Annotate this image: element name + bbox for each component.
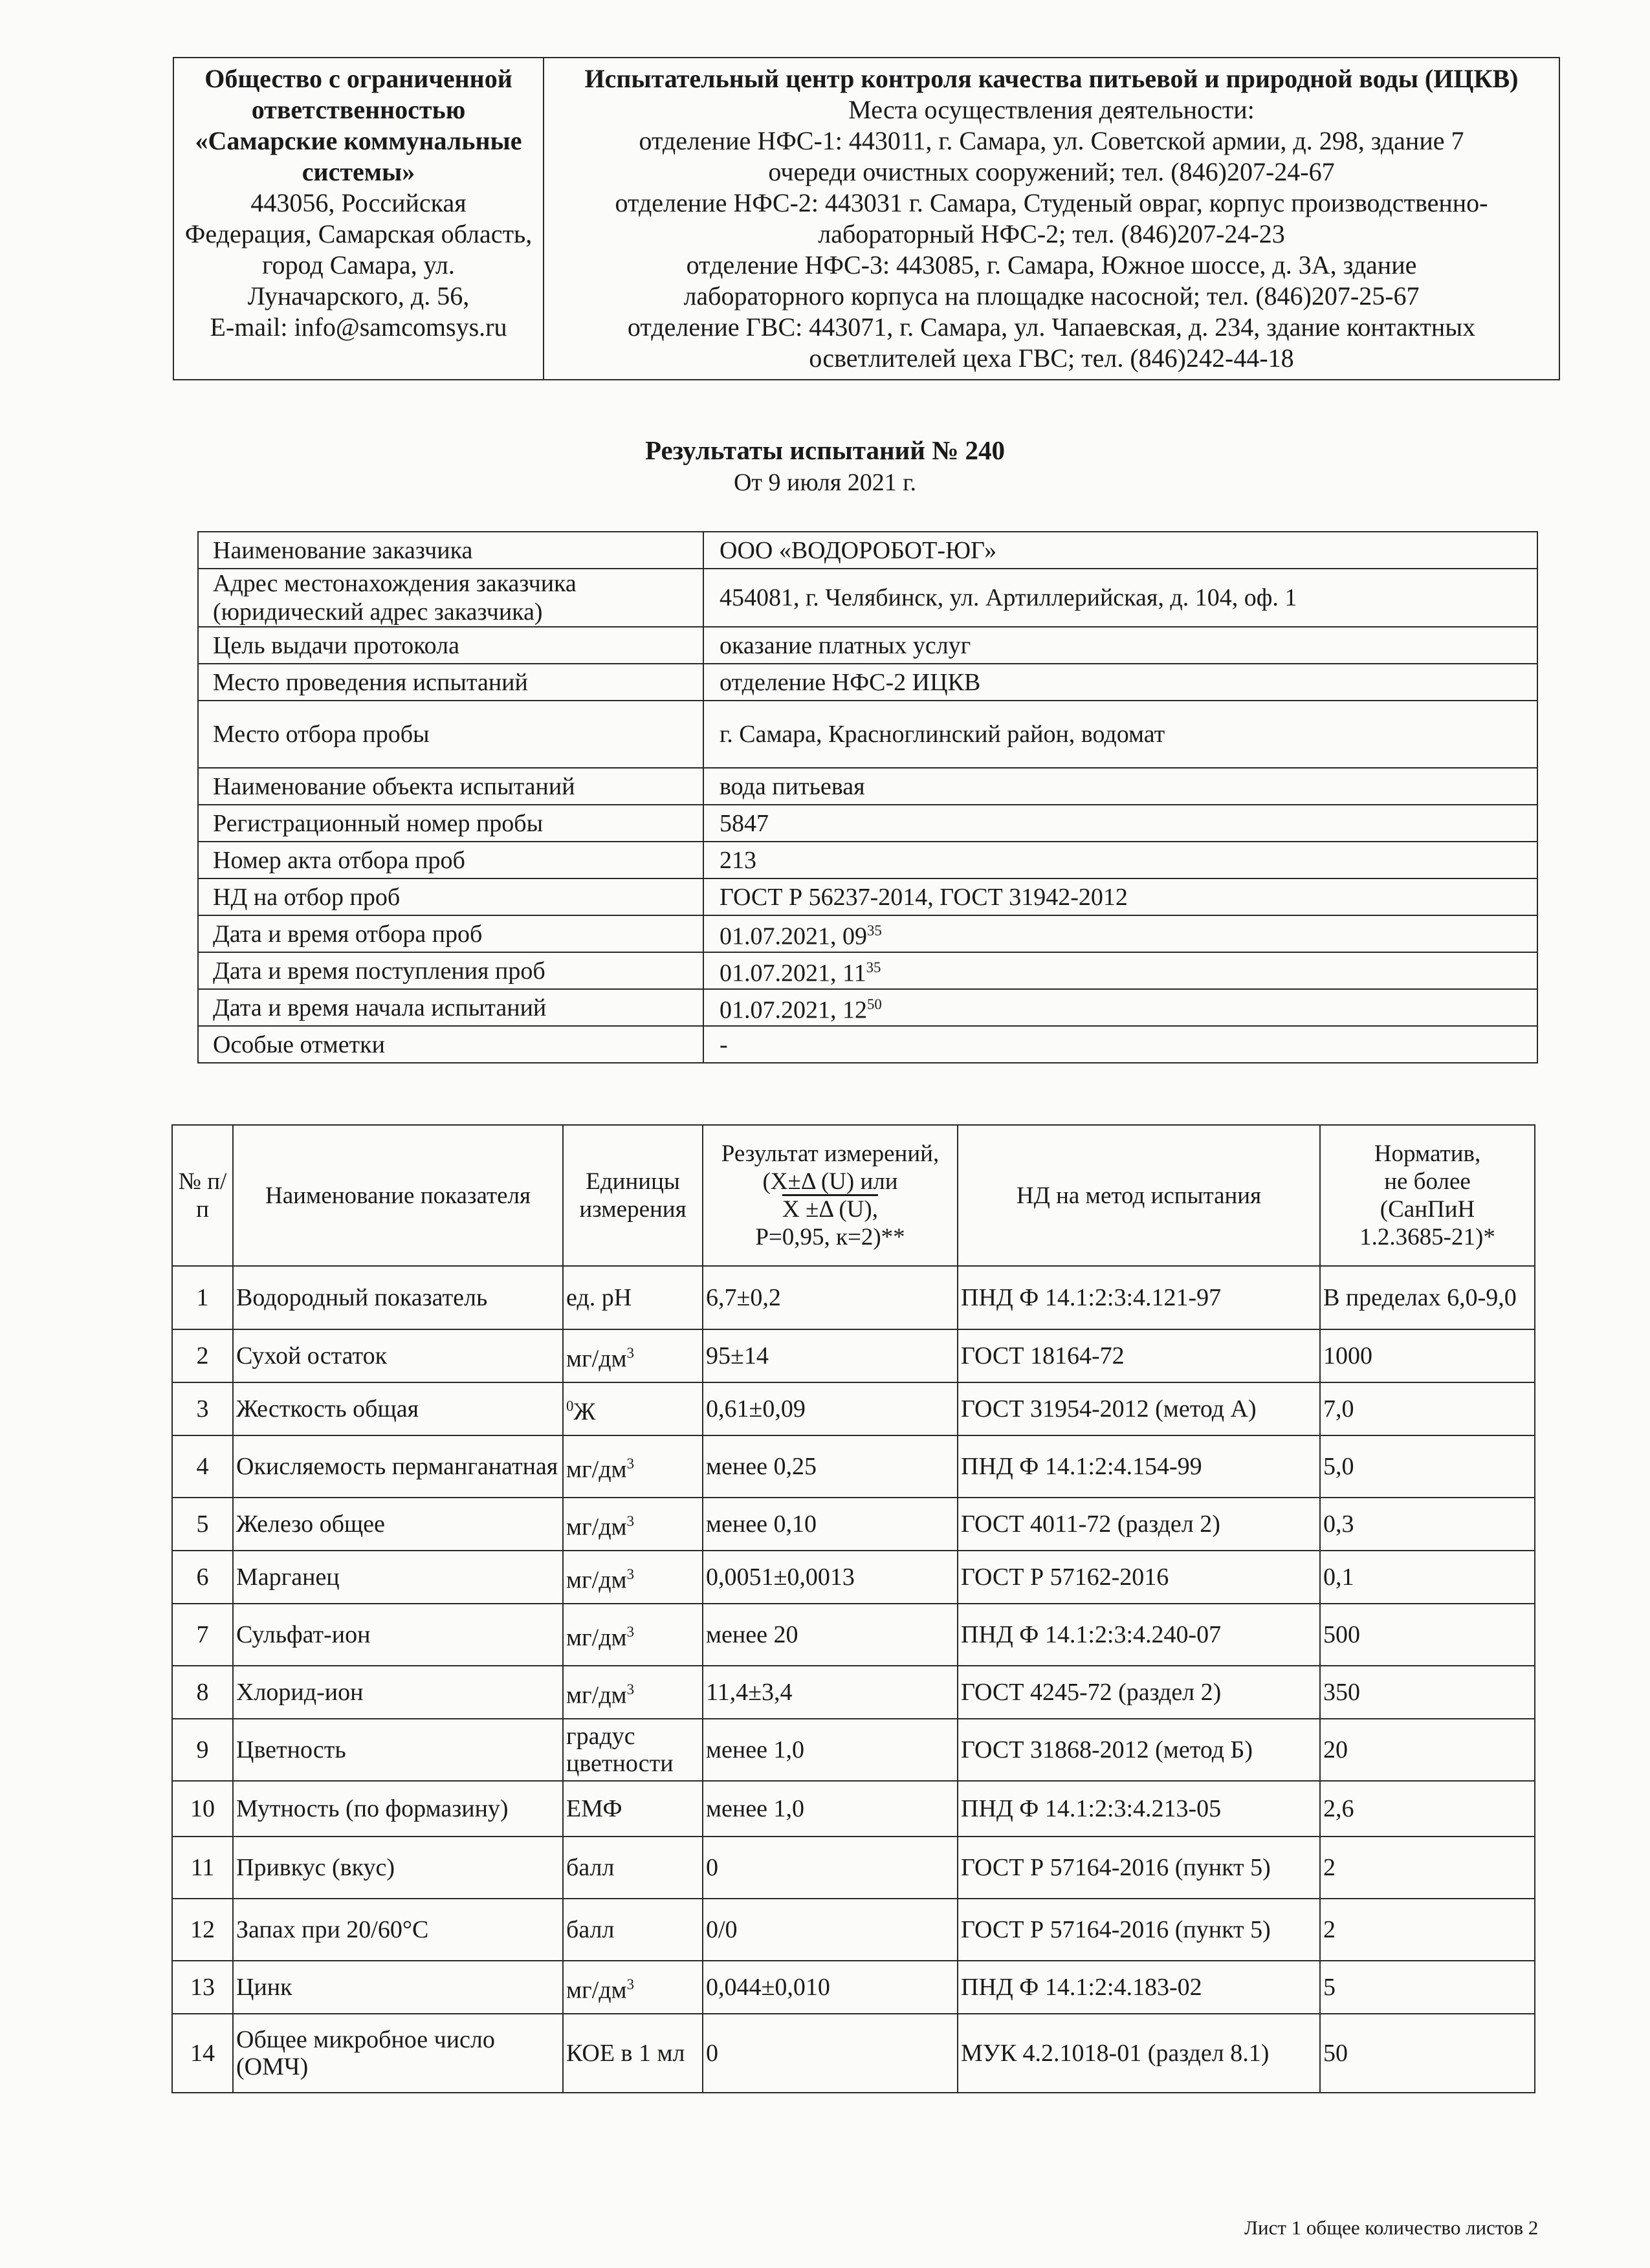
- test-method: ГОСТ 4011-72 (раздел 2): [958, 1498, 1320, 1551]
- row-number: 10: [172, 1781, 233, 1837]
- row-number: 1: [172, 1266, 233, 1329]
- info-row: [198, 1026, 1537, 1063]
- protocol-date: От 9 июля 2021 г.: [733, 469, 917, 496]
- result-value: менее 1,0: [703, 1781, 958, 1837]
- test-method: ГОСТ Р 57164-2016 (пункт 5): [958, 1837, 1320, 1899]
- info-key: Дата и время начала испытаний: [198, 989, 703, 1026]
- unit-exponent: 3: [626, 1455, 634, 1472]
- lab-location-line: Места осуществления деятельности:: [848, 95, 1255, 124]
- info-row: [198, 701, 1537, 768]
- result-value: 6,7±0,2: [703, 1266, 958, 1329]
- info-key: Наименование объекта испытаний: [198, 768, 703, 805]
- result-row: [172, 1604, 1535, 1666]
- indicator-name: Запах при 20/60°С: [233, 1899, 563, 1961]
- unit-cell: [563, 1961, 703, 2014]
- org-name-line: Общество с ограниченной: [204, 64, 512, 93]
- info-value-text: 5847: [720, 809, 769, 837]
- lab-center-cell: [544, 58, 1559, 380]
- unit-cell: [563, 1899, 703, 1961]
- result-value: 0: [703, 2014, 958, 2093]
- norm-value: 1000: [1320, 1329, 1535, 1382]
- org-name-line: ответственностью: [251, 95, 466, 124]
- test-method: ГОСТ Р 57162-2016: [958, 1551, 1320, 1604]
- unit-cell: [563, 1666, 703, 1719]
- result-row: [172, 1498, 1535, 1551]
- info-row: [198, 878, 1537, 915]
- info-row: [198, 989, 1537, 1026]
- org-address-line: Луначарского, д. 56,: [247, 281, 470, 311]
- row-number: 14: [172, 2014, 233, 2093]
- test-method: ПНД Ф 14.1:2:4.183-02: [958, 1961, 1320, 2014]
- info-row: [198, 952, 1537, 989]
- row-number: 4: [172, 1435, 233, 1498]
- info-value-text: 213: [720, 846, 756, 874]
- info-value: [703, 915, 1537, 952]
- info-value-text: г. Самара, Красноглинский район, водомат: [720, 721, 1165, 748]
- info-value: [703, 878, 1537, 915]
- result-row: [172, 2014, 1535, 2093]
- norm-value: 0,1: [1320, 1551, 1535, 1604]
- indicator-name: Привкус (вкус): [233, 1837, 563, 1899]
- test-method: ГОСТ 31954-2012 (метод А): [958, 1382, 1320, 1435]
- info-value-minutes: 35: [867, 922, 882, 939]
- row-number: 12: [172, 1899, 233, 1961]
- test-method: МУК 4.2.1018-01 (раздел 8.1): [958, 2014, 1320, 2093]
- info-row: [198, 842, 1537, 878]
- info-value-text: отделение НФС-2 ИЦКВ: [720, 668, 981, 696]
- unit-cell: [563, 1837, 703, 1899]
- unit-text: мг/дм: [566, 1345, 627, 1373]
- info-value: [703, 805, 1537, 842]
- unit-cell: [563, 1266, 703, 1329]
- lab-location-line: отделение ГВС: 443071, г. Самара, ул. Чапаевская, д. 234, здание контактных: [627, 312, 1476, 342]
- info-row: [198, 664, 1537, 701]
- lab-location-line: отделение НФС-2: 443031 г. Самара, Студеный овраг, корпус производственно-: [615, 188, 1488, 217]
- result-header-line: Результат измерений,: [721, 1140, 940, 1167]
- info-value-text: ГОСТ Р 56237-2014, ГОСТ 31942-2012: [720, 883, 1128, 911]
- indicator-name: Марганец: [233, 1551, 563, 1604]
- org-address-line: Федерация, Самарская область,: [184, 219, 533, 248]
- info-value: [703, 627, 1537, 664]
- info-row: [198, 569, 1537, 627]
- row-number: 3: [172, 1382, 233, 1435]
- norm-header-line: 1.2.3685-21)*: [1359, 1224, 1495, 1250]
- info-value-text: 454081, г. Челябинск, ул. Артиллерийская, д. 104, оф. 1: [720, 584, 1297, 611]
- info-value-text: 01.07.2021, 12: [720, 996, 867, 1024]
- info-value-text: вода питьевая: [720, 772, 865, 800]
- result-value: 0,044±0,010: [703, 1961, 958, 2014]
- org-address-line: 443056, Российская: [250, 188, 467, 217]
- unit-text: мг/дм: [566, 1976, 627, 2004]
- result-value: менее 1,0: [703, 1719, 958, 1781]
- result-row: [172, 1961, 1535, 2014]
- org-name-line: системы»: [302, 157, 415, 186]
- row-number: 7: [172, 1604, 233, 1666]
- unit-degree-mark: 0: [566, 1397, 574, 1414]
- info-value-text: ООО «ВОДОРОБОТ-ЮГ»: [720, 536, 997, 564]
- unit-text: балл: [566, 1854, 615, 1881]
- row-number: 11: [172, 1837, 233, 1899]
- unit-text: мг/дм: [566, 1513, 627, 1541]
- unit-exponent: 3: [626, 1344, 634, 1361]
- row-number: 8: [172, 1666, 233, 1719]
- result-row: [172, 1435, 1535, 1498]
- results-header-row: [172, 1125, 1535, 1266]
- organization-cell: [173, 58, 544, 380]
- page-title: Результаты испытаний № 240: [644, 435, 1006, 465]
- row-number: 9: [172, 1719, 233, 1781]
- info-key: Дата и время отбора проб: [198, 915, 703, 952]
- test-method: ПНД Ф 14.1:2:4.154-99: [958, 1435, 1320, 1498]
- result-value: 0: [703, 1837, 958, 1899]
- col-header-unit: Единицы измерения: [563, 1125, 703, 1266]
- result-row: [172, 1837, 1535, 1899]
- norm-header-line: (СанПиН: [1380, 1196, 1475, 1223]
- indicator-name: Общее микробное число (ОМЧ): [233, 2014, 563, 2093]
- info-key: Регистрационный номер пробы: [198, 805, 703, 842]
- result-value: 11,4±3,4: [703, 1666, 958, 1719]
- info-row: [198, 627, 1537, 664]
- unit-text: балл: [566, 1916, 615, 1943]
- info-value: [703, 842, 1537, 878]
- result-value: 0/0: [703, 1899, 958, 1961]
- info-key: Дата и время поступления проб: [198, 952, 703, 989]
- info-key: Цель выдачи протокола: [198, 627, 703, 664]
- unit-text: градус цветности: [566, 1723, 674, 1777]
- test-method: ГОСТ 4245-72 (раздел 2): [958, 1666, 1320, 1719]
- info-key: Номер акта отбора проб: [198, 842, 703, 878]
- norm-value: 5,0: [1320, 1435, 1535, 1498]
- unit-cell: [563, 1435, 703, 1498]
- result-row: [172, 1666, 1535, 1719]
- norm-header-line: Норматив,: [1374, 1140, 1481, 1167]
- result-row: [172, 1329, 1535, 1382]
- info-key: НД на отбор проб: [198, 878, 703, 915]
- unit-cell: [563, 1382, 703, 1435]
- norm-value: 350: [1320, 1666, 1535, 1719]
- unit-cell: [563, 1781, 703, 1837]
- result-header-line: (X±Δ (U) или: [762, 1168, 898, 1195]
- lab-location-line: лабораторный НФС-2; тел. (846)207-24-23: [818, 219, 1285, 248]
- test-method: ГОСТ Р 57164-2016 (пункт 5): [958, 1899, 1320, 1961]
- info-value-minutes: 50: [867, 996, 882, 1013]
- unit-text: ЕМФ: [566, 1795, 622, 1822]
- result-row: [172, 1266, 1535, 1329]
- test-method: ПНД Ф 14.1:2:3:4.213-05: [958, 1781, 1320, 1837]
- test-method: ПНД Ф 14.1:2:3:4.121-97: [958, 1266, 1320, 1329]
- unit-cell: [563, 1604, 703, 1666]
- indicator-name: Цветность: [233, 1719, 563, 1781]
- norm-value: 7,0: [1320, 1382, 1535, 1435]
- unit-cell: [563, 1498, 703, 1551]
- indicator-name: Мутность (по формазину): [233, 1781, 563, 1837]
- row-number: 5: [172, 1498, 233, 1551]
- org-name-line: «Самарские коммунальные: [195, 126, 522, 155]
- info-row: [198, 805, 1537, 842]
- info-key: Место проведения испытаний: [198, 664, 703, 701]
- col-header-num: № п/п: [172, 1125, 233, 1266]
- lab-location-line: отделение НФС-1: 443011, г. Самара, ул. Советской армии, д. 298, здание 7: [639, 126, 1464, 155]
- unit-exponent: 3: [626, 1565, 634, 1582]
- norm-value: 0,3: [1320, 1498, 1535, 1551]
- info-row: [198, 768, 1537, 805]
- info-key: Место отбора пробы: [198, 701, 703, 768]
- info-key: Адрес местонахождения заказчика (юридический адрес заказчика): [198, 569, 703, 627]
- info-value-text: 01.07.2021, 11: [720, 959, 866, 987]
- norm-value: 5: [1320, 1961, 1535, 2014]
- col-header-name: Наименование показателя: [233, 1125, 563, 1266]
- indicator-name: Жесткость общая: [233, 1382, 563, 1435]
- indicator-name: Сульфат-ион: [233, 1604, 563, 1666]
- info-value: [703, 768, 1537, 805]
- indicator-name: Железо общее: [233, 1498, 563, 1551]
- lab-location-line: отделение НФС-3: 443085, г. Самара, Южное шоссе, д. 3А, здание: [686, 250, 1417, 279]
- row-number: 6: [172, 1551, 233, 1604]
- lab-location-line: осветлителей цеха ГВС; тел. (846)242-44-18: [809, 343, 1294, 373]
- result-row: [172, 1781, 1535, 1837]
- indicator-name: Цинк: [233, 1961, 563, 2014]
- col-header-result: [703, 1125, 958, 1266]
- indicator-name: Сухой остаток: [233, 1329, 563, 1382]
- unit-exponent: 3: [626, 1512, 634, 1529]
- result-row: [172, 1899, 1535, 1961]
- unit-text: КОЕ в 1 мл: [566, 2040, 685, 2067]
- info-value-text: 01.07.2021, 09: [720, 922, 867, 950]
- unit-exponent: 3: [626, 1681, 634, 1697]
- norm-value: В пределах 6,0-9,0: [1320, 1266, 1535, 1329]
- unit-cell: [563, 1329, 703, 1382]
- col-header-norm: [1320, 1125, 1535, 1266]
- unit-text: мг/дм: [566, 1681, 627, 1709]
- result-row: [172, 1382, 1535, 1435]
- lab-location-line: очереди очистных сооружений; тел. (846)207-24-67: [768, 157, 1335, 186]
- norm-value: 50: [1320, 2014, 1535, 2093]
- result-row: [172, 1551, 1535, 1604]
- lab-location-line: лабораторного корпуса на площадке насосной; тел. (846)207-25-67: [683, 281, 1420, 311]
- result-value: менее 20: [703, 1604, 958, 1666]
- result-header-line: P=0,95, к=2)**: [755, 1224, 905, 1250]
- norm-value: 20: [1320, 1719, 1535, 1781]
- result-value: менее 0,25: [703, 1435, 958, 1498]
- norm-header-line: не более: [1384, 1168, 1471, 1195]
- norm-value: 500: [1320, 1604, 1535, 1666]
- info-key: Особые отметки: [198, 1026, 703, 1063]
- info-value: [703, 532, 1537, 569]
- row-number: 2: [172, 1329, 233, 1382]
- unit-text: мг/дм: [566, 1456, 627, 1483]
- lab-center-title: Испытательный центр контроля качества питьевой и природной воды (ИЦКВ): [584, 64, 1519, 93]
- info-row: [198, 532, 1537, 569]
- result-row: [172, 1719, 1535, 1781]
- info-value: [703, 989, 1537, 1026]
- indicator-name: Окисляемость перманганатная: [233, 1435, 563, 1498]
- unit-exponent: 3: [626, 1623, 634, 1640]
- results-table: [171, 1124, 1535, 2093]
- header-table: [173, 57, 1560, 380]
- info-value-minutes: 35: [866, 959, 881, 976]
- norm-value: 2,6: [1320, 1781, 1535, 1837]
- unit-exponent: 3: [626, 1976, 634, 1992]
- customer-info-table: [197, 531, 1538, 1063]
- row-number: 13: [172, 1961, 233, 2014]
- info-value: [703, 1026, 1537, 1063]
- indicator-name: Водородный показатель: [233, 1266, 563, 1329]
- unit-text: Ж: [573, 1398, 596, 1426]
- unit-cell: [563, 1551, 703, 1604]
- unit-text: мг/дм: [566, 1566, 627, 1594]
- info-row: [198, 915, 1537, 952]
- norm-value: 2: [1320, 1837, 1535, 1899]
- info-value: [703, 664, 1537, 701]
- info-key: Наименование заказчика: [198, 532, 703, 569]
- test-method: ПНД Ф 14.1:2:3:4.240-07: [958, 1604, 1320, 1666]
- info-value: [703, 569, 1537, 627]
- org-email: E-mail: info@samcomsys.ru: [210, 312, 507, 342]
- result-value: 95±14: [703, 1329, 958, 1382]
- unit-text: ед. pH: [566, 1284, 632, 1311]
- info-value-text: оказание платных услуг: [720, 631, 971, 659]
- result-value: 0,61±0,09: [703, 1382, 958, 1435]
- org-address-line: город Самара, ул.: [262, 250, 455, 279]
- unit-text: мг/дм: [566, 1624, 627, 1652]
- norm-value: 2: [1320, 1899, 1535, 1961]
- col-header-method: НД на метод испытания: [958, 1125, 1320, 1266]
- indicator-name: Хлорид-ион: [233, 1666, 563, 1719]
- info-value: [703, 952, 1537, 989]
- page-footer: Лист 1 общее количество листов 2: [1244, 2216, 1539, 2239]
- info-value: [703, 701, 1537, 768]
- info-value-text: -: [720, 1030, 728, 1058]
- test-method: ГОСТ 18164-72: [958, 1329, 1320, 1382]
- result-header-line: X ±Δ (U),: [782, 1196, 878, 1223]
- result-value: менее 0,10: [703, 1498, 958, 1551]
- unit-cell: [563, 1719, 703, 1781]
- result-value: 0,0051±0,0013: [703, 1551, 958, 1604]
- test-method: ГОСТ 31868-2012 (метод Б): [958, 1719, 1320, 1781]
- unit-cell: [563, 2014, 703, 2093]
